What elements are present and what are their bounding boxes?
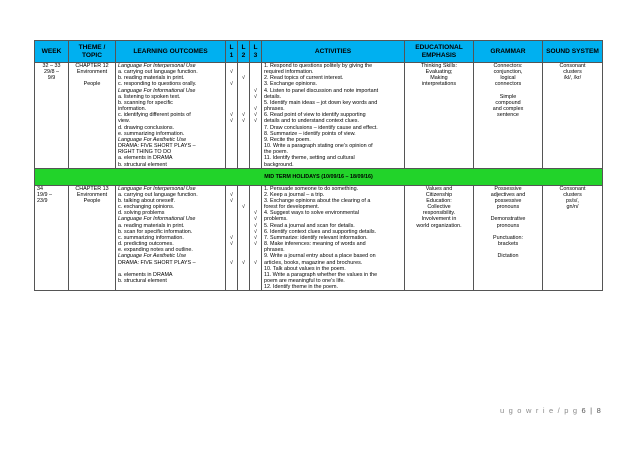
cell-l2 — [238, 185, 250, 291]
cell-line: the poem. — [264, 149, 288, 156]
cell-line: brackets — [497, 241, 519, 248]
cell-line: a. elements in DRAMA — [118, 155, 173, 162]
cell-line: Evaluating; — [425, 69, 453, 76]
header-sound: SOUND SYSTEM — [543, 41, 603, 63]
cell-line: Involvement in — [421, 216, 457, 223]
cell-line: √ — [254, 118, 257, 125]
cell-line: 9. Recite the poem. — [264, 136, 311, 143]
cell-line: details and to understand context clues. — [264, 118, 359, 125]
cell-line: Language For Aesthetic Use — [118, 253, 187, 260]
cell-line: √ — [254, 93, 257, 100]
cell-l3 — [250, 63, 262, 169]
cell-line: √ — [254, 228, 257, 235]
cell-line: Making — [430, 75, 448, 82]
cell-line: √ — [254, 259, 257, 266]
cell-line: Values and — [425, 185, 453, 192]
cell-line: √ — [254, 112, 257, 119]
cell-line: connectors — [494, 81, 522, 88]
header-edu: EDUCATIONAL EMPHASIS — [405, 41, 474, 63]
cell-line: Language For Informational Use — [118, 87, 196, 94]
cell-activities — [262, 63, 405, 169]
cell-theme — [69, 185, 116, 291]
cell-line: √ — [254, 210, 257, 217]
cell-line: details. — [264, 93, 282, 100]
cell-line: articles, books, magazine and brochures. — [264, 259, 363, 266]
cell-line: Connectors: — [493, 63, 523, 69]
cell-line: Education: — [426, 197, 452, 204]
cell-activities — [262, 185, 405, 291]
header-theme: THEME / TOPIC — [69, 41, 116, 63]
cell-line: b. structural element — [118, 161, 167, 168]
header-outcomes: LEARNING OUTCOMES — [116, 41, 226, 63]
cell-line: 34 — [37, 185, 43, 192]
cell-line: required information. — [264, 69, 314, 76]
cell-line: a. elements in DRAMA — [118, 271, 173, 278]
cell-line: 29/8 – — [44, 69, 59, 76]
cell-line: √ — [230, 81, 233, 88]
cell-line: clusters — [563, 191, 582, 198]
cell-line: √ — [230, 112, 233, 119]
cell-line: information. — [118, 106, 147, 113]
cell-line: background. — [264, 161, 294, 168]
cell-line: c. summarizing information. — [118, 234, 184, 241]
cell-line: 10. Talk about values in the poem. — [264, 265, 346, 272]
cell-line: √ — [230, 241, 233, 248]
cell-grammar — [474, 185, 543, 291]
cell-line: b. reading materials in print. — [118, 75, 185, 82]
cell-line: 6. Read point of view to identify supporting — [264, 112, 366, 119]
cell-l3 — [250, 185, 262, 291]
cell-line: Citizenship — [425, 191, 453, 198]
cell-sound — [543, 63, 603, 169]
cell-grammar — [474, 63, 543, 169]
cell-line: 1. Persuade someone to do something. — [264, 185, 359, 192]
cell-line: 9/9 — [47, 75, 56, 82]
cell-line: 4. Listen to panel discussion and note important — [264, 87, 379, 94]
cell-edu — [405, 63, 474, 169]
cell-line: poem are meaningful to one’s life. — [264, 278, 345, 284]
cell-line: Environment — [76, 191, 108, 198]
cell-line: a. reading materials in print. — [118, 222, 185, 229]
cell-line: Language For Aesthetic Use — [118, 136, 187, 143]
cell-line: √ — [242, 118, 245, 125]
footer-page-number: 6 | 8 — [581, 406, 602, 415]
cell-line: 12. Identify theme in the poem. — [264, 284, 339, 291]
cell-line: People — [83, 197, 101, 204]
cell-line: possessive — [494, 197, 522, 204]
cell-line: Environment — [76, 69, 108, 76]
cell-line: ps/s/, — [566, 197, 579, 204]
cell-line: a. carrying out language function. — [118, 69, 198, 76]
cell-line: √ — [230, 259, 233, 266]
cell-line: phrases. — [264, 247, 285, 254]
cell-line: 23/9 — [37, 197, 48, 204]
cell-line: Simple — [499, 93, 517, 100]
header-week: WEEK — [35, 41, 69, 63]
cell-line: Language For Interpersonal Use — [118, 63, 196, 69]
cell-line: gn/n/ — [566, 204, 579, 211]
cell-line: Language For Informational Use — [118, 216, 196, 223]
cell-line: 4. Suggest ways to solve environmental — [264, 210, 359, 217]
cell-line: Possessive — [494, 185, 522, 192]
header-l2: L 2 — [238, 41, 250, 63]
cell-line: forest for development. — [264, 204, 320, 211]
cell-line: logical — [500, 75, 516, 82]
header-activities: ACTIVITIES — [262, 41, 405, 63]
cell-line: 2. Read topics of current interest. — [264, 75, 344, 82]
cell-week — [35, 185, 69, 291]
cell-line: d. drawing conclusions. — [118, 124, 175, 131]
cell-line: 5. Read a journal and scan for details. — [264, 222, 355, 229]
cell-line: pronouns — [496, 204, 520, 211]
cell-line: 7. Draw conclusions – identify cause and effect. — [264, 124, 378, 131]
cell-line: 3. Exchange opinions. — [264, 81, 318, 88]
table-row — [35, 185, 603, 291]
cell-line: 2. Keep a journal – a trip. — [264, 191, 325, 198]
cell-line: 10. Write a paragraph stating one’s opinion of — [264, 143, 373, 150]
cell-outcomes — [116, 63, 226, 169]
page-footer — [500, 406, 602, 415]
cell-line: √ — [242, 259, 245, 266]
cell-line: problems. — [264, 216, 288, 223]
cell-line: 1. Respond to questions politely by giving the — [264, 63, 373, 69]
cell-line: √ — [254, 216, 257, 223]
cell-line: Collective — [427, 204, 451, 211]
cell-line: pronouns — [496, 222, 520, 229]
cell-line: responsibility. — [422, 210, 456, 217]
cell-line: Language For Interpersonal Use — [118, 185, 196, 192]
cell-line: Consonant — [559, 63, 586, 69]
mid-term-label: MID TERM HOLIDAYS (10/09/16 – 18/09/16) — [35, 168, 603, 185]
cell-line: Punctuation: — [493, 234, 523, 241]
table-row — [35, 63, 603, 169]
cell-line: √ — [230, 234, 233, 241]
cell-line: CHAPTER 13 — [75, 185, 109, 192]
cell-line: √ — [242, 204, 245, 211]
cell-line: DRAMA: FIVE SHORT PLAYS – — [118, 259, 196, 266]
cell-sound — [543, 185, 603, 291]
cell-line: sentence — [497, 112, 519, 119]
cell-l1 — [226, 185, 238, 291]
header-row — [35, 41, 603, 63]
cell-line: clusters — [563, 69, 582, 76]
cell-line: e. expanding notes and outline. — [118, 247, 193, 254]
scheme-table — [34, 40, 603, 291]
cell-line: People — [83, 81, 101, 88]
cell-line: Consonant — [559, 185, 586, 192]
cell-line: √ — [230, 197, 233, 204]
cell-line: 11. Write a paragraph whether the values in the — [264, 271, 378, 278]
cell-line: 32 – 33 — [42, 63, 61, 69]
cell-outcomes — [116, 185, 226, 291]
cell-line: phrases. — [264, 106, 285, 113]
cell-line: √ — [254, 222, 257, 229]
cell-line: world organization. — [416, 222, 462, 229]
cell-line: c. responding to questions orally. — [118, 81, 197, 88]
cell-line: c. exchanging opinions. — [118, 204, 175, 211]
cell-line: a. listening to spoken text. — [118, 93, 181, 100]
cell-line: d. predicting outcomes. — [118, 241, 174, 248]
cell-line: √ — [242, 112, 245, 119]
cell-line: and complex — [492, 106, 524, 113]
cell-line: 3. Exchange opinions about the clearing of a — [264, 197, 371, 204]
cell-line: 11. Identify theme, setting and cultural — [264, 155, 355, 162]
cell-l1 — [226, 63, 238, 169]
cell-line: b. structural element — [118, 278, 167, 284]
cell-week — [35, 63, 69, 169]
scheme-of-work — [34, 40, 602, 291]
cell-line: √ — [254, 241, 257, 248]
cell-line: 8. Summarize – identify points of view. — [264, 130, 356, 137]
cell-line: CHAPTER 12 — [75, 63, 109, 69]
cell-line: RIGHT THING TO DO — [118, 149, 172, 156]
cell-line: b. talking about oneself. — [118, 197, 175, 204]
cell-line: √ — [254, 234, 257, 241]
cell-line: 9. Write a journal entry about a place based on — [264, 253, 376, 260]
cell-line: interpretations — [421, 81, 457, 88]
cell-line: Demonstrative — [490, 216, 526, 223]
header-grammar: GRAMMAR — [474, 41, 543, 63]
cell-l2 — [238, 63, 250, 169]
cell-line: e. summarizing information. — [118, 130, 185, 137]
cell-line: c. identifying different points of — [118, 112, 191, 119]
cell-line: 6. Identify context clues and supporting details. — [264, 228, 377, 235]
cell-line: b. scanning for specific — [118, 99, 173, 106]
cell-theme — [69, 63, 116, 169]
cell-line: 8. Make inferences: meaning of words and — [264, 241, 366, 248]
header-l1: L 1 — [226, 41, 238, 63]
cell-line: √ — [230, 118, 233, 125]
cell-line: a. carrying out language function. — [118, 191, 198, 198]
cell-line: view. — [118, 118, 130, 125]
cell-line: Dictation — [497, 253, 519, 260]
cell-edu — [405, 185, 474, 291]
cell-line: √ — [230, 191, 233, 198]
cell-line: 5. Identify main ideas – jot down key words and — [264, 99, 378, 106]
cell-line: 7. Summarize: identify relevant information. — [264, 234, 368, 241]
cell-line: compound — [495, 99, 521, 106]
cell-line: DRAMA: FIVE SHORT PLAYS – — [118, 143, 196, 150]
footer-text: u g o w r i e / p g — [499, 406, 579, 415]
cell-line: √ — [230, 69, 233, 76]
cell-line: √ — [242, 75, 245, 82]
cell-line: √ — [254, 106, 257, 113]
cell-line: b. scan for specific information. — [118, 228, 193, 235]
cell-line: conjunction, — [493, 69, 523, 76]
cell-line: 19/9 – — [37, 191, 52, 198]
mid-term-row — [35, 168, 603, 185]
cell-line: adjectives and — [490, 191, 526, 198]
cell-line: d. solving problems — [118, 210, 165, 217]
cell-line: /kl/, /kr/ — [563, 75, 582, 82]
cell-line: Thinking Skills: — [421, 63, 457, 69]
header-l3: L 3 — [250, 41, 262, 63]
cell-line: √ — [254, 87, 257, 94]
